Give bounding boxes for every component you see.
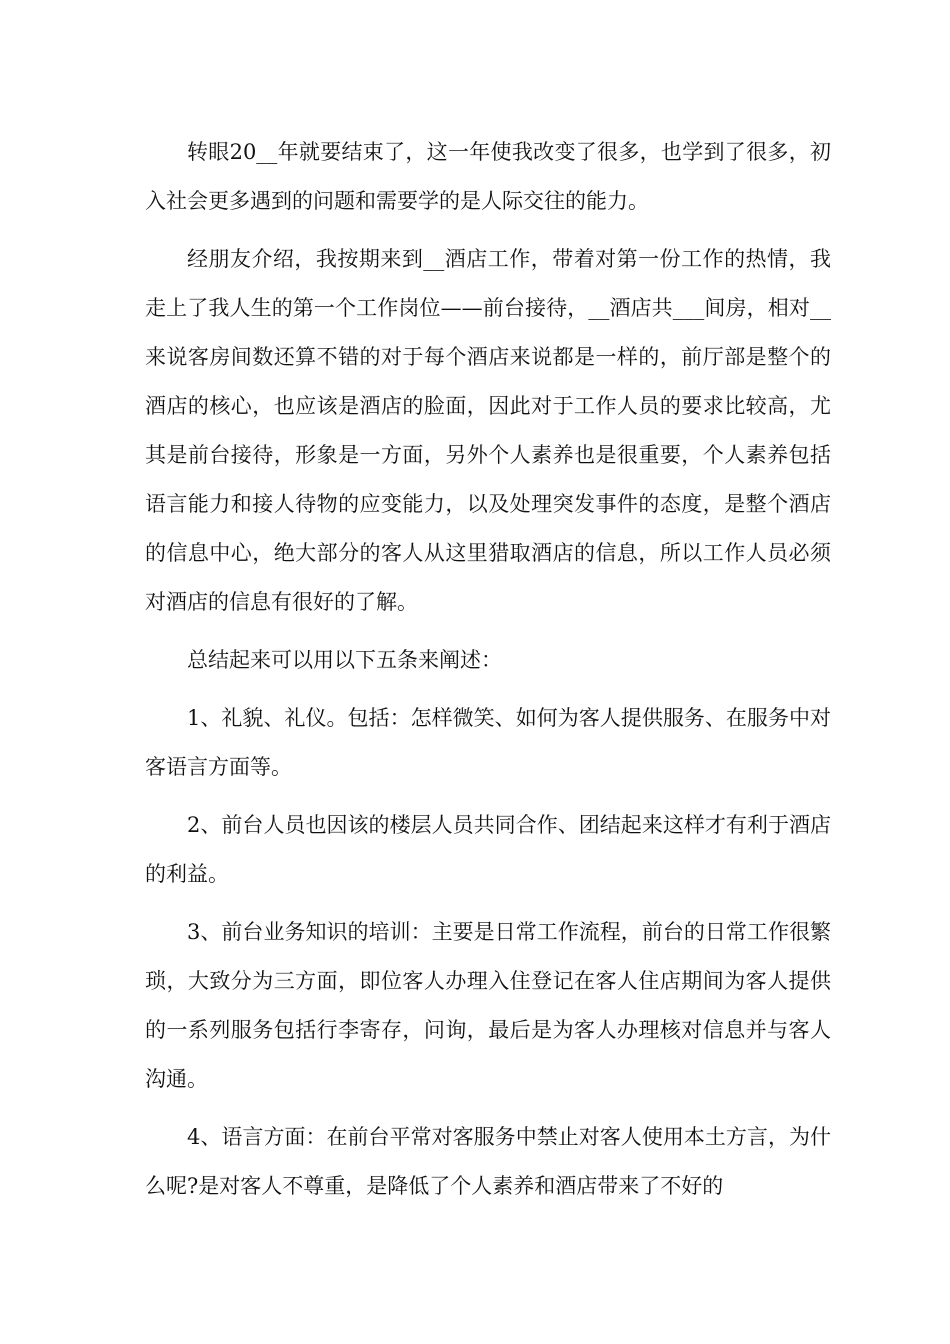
paragraph-item-3: 3、前台业务知识的培训：主要是日常工作流程，前台的日常工作很繁琐，大致分为三方面，即位客人办理入住登记在客人住店期间为客人提供的一系列服务包括行李寄存，问询，最后是为客人办理核对信息并与客人沟通。 (145, 920, 831, 1091)
document-body (145, 128, 831, 1220)
paragraph-hotel-work: 经朋友介绍，我按期来到__酒店工作，带着对第一份工作的热情，我走上了我人生的第一个工作岗位——前台接待，__酒店共___间房，相对__来说客房间数还算不错的对于每个酒店来说都是一样的，前厅部是整个的酒店的核心，也应该是酒店的脸面，因此对于工作人员的要求比较高，尤其是前台接待，形象是一方面，另外个人素养也是很重要，个人素养包括语言能力和接人待物的应变能力，以及处理突发事件的态度，是整个酒店的信息中心，绝大部分的客人从这里猎取酒店的信息，所以工作人员必须对酒店的信息有很好的了解。 (145, 247, 831, 614)
paragraph-item-4: 4、语言方面：在前台平常对客服务中禁止对客人使用本土方言，为什么呢?是对客人不尊重，是降低了个人素养和酒店带来了不好的 (145, 1125, 831, 1198)
paragraph-intro: 转眼20__年就要结束了，这一年使我改变了很多，也学到了很多，初入社会更多遇到的问题和需要学的是人际交往的能力。 (145, 140, 831, 213)
paragraph-item-1: 1、礼貌、礼仪。包括：怎样微笑、如何为客人提供服务、在服务中对客语言方面等。 (145, 706, 831, 779)
paragraph-summary-lead: 总结起来可以用以下五条来阐述： (187, 648, 502, 672)
paragraph-item-2: 2、前台人员也因该的楼层人员共同合作、团结起来这样才有利于酒店的利益。 (145, 813, 831, 886)
